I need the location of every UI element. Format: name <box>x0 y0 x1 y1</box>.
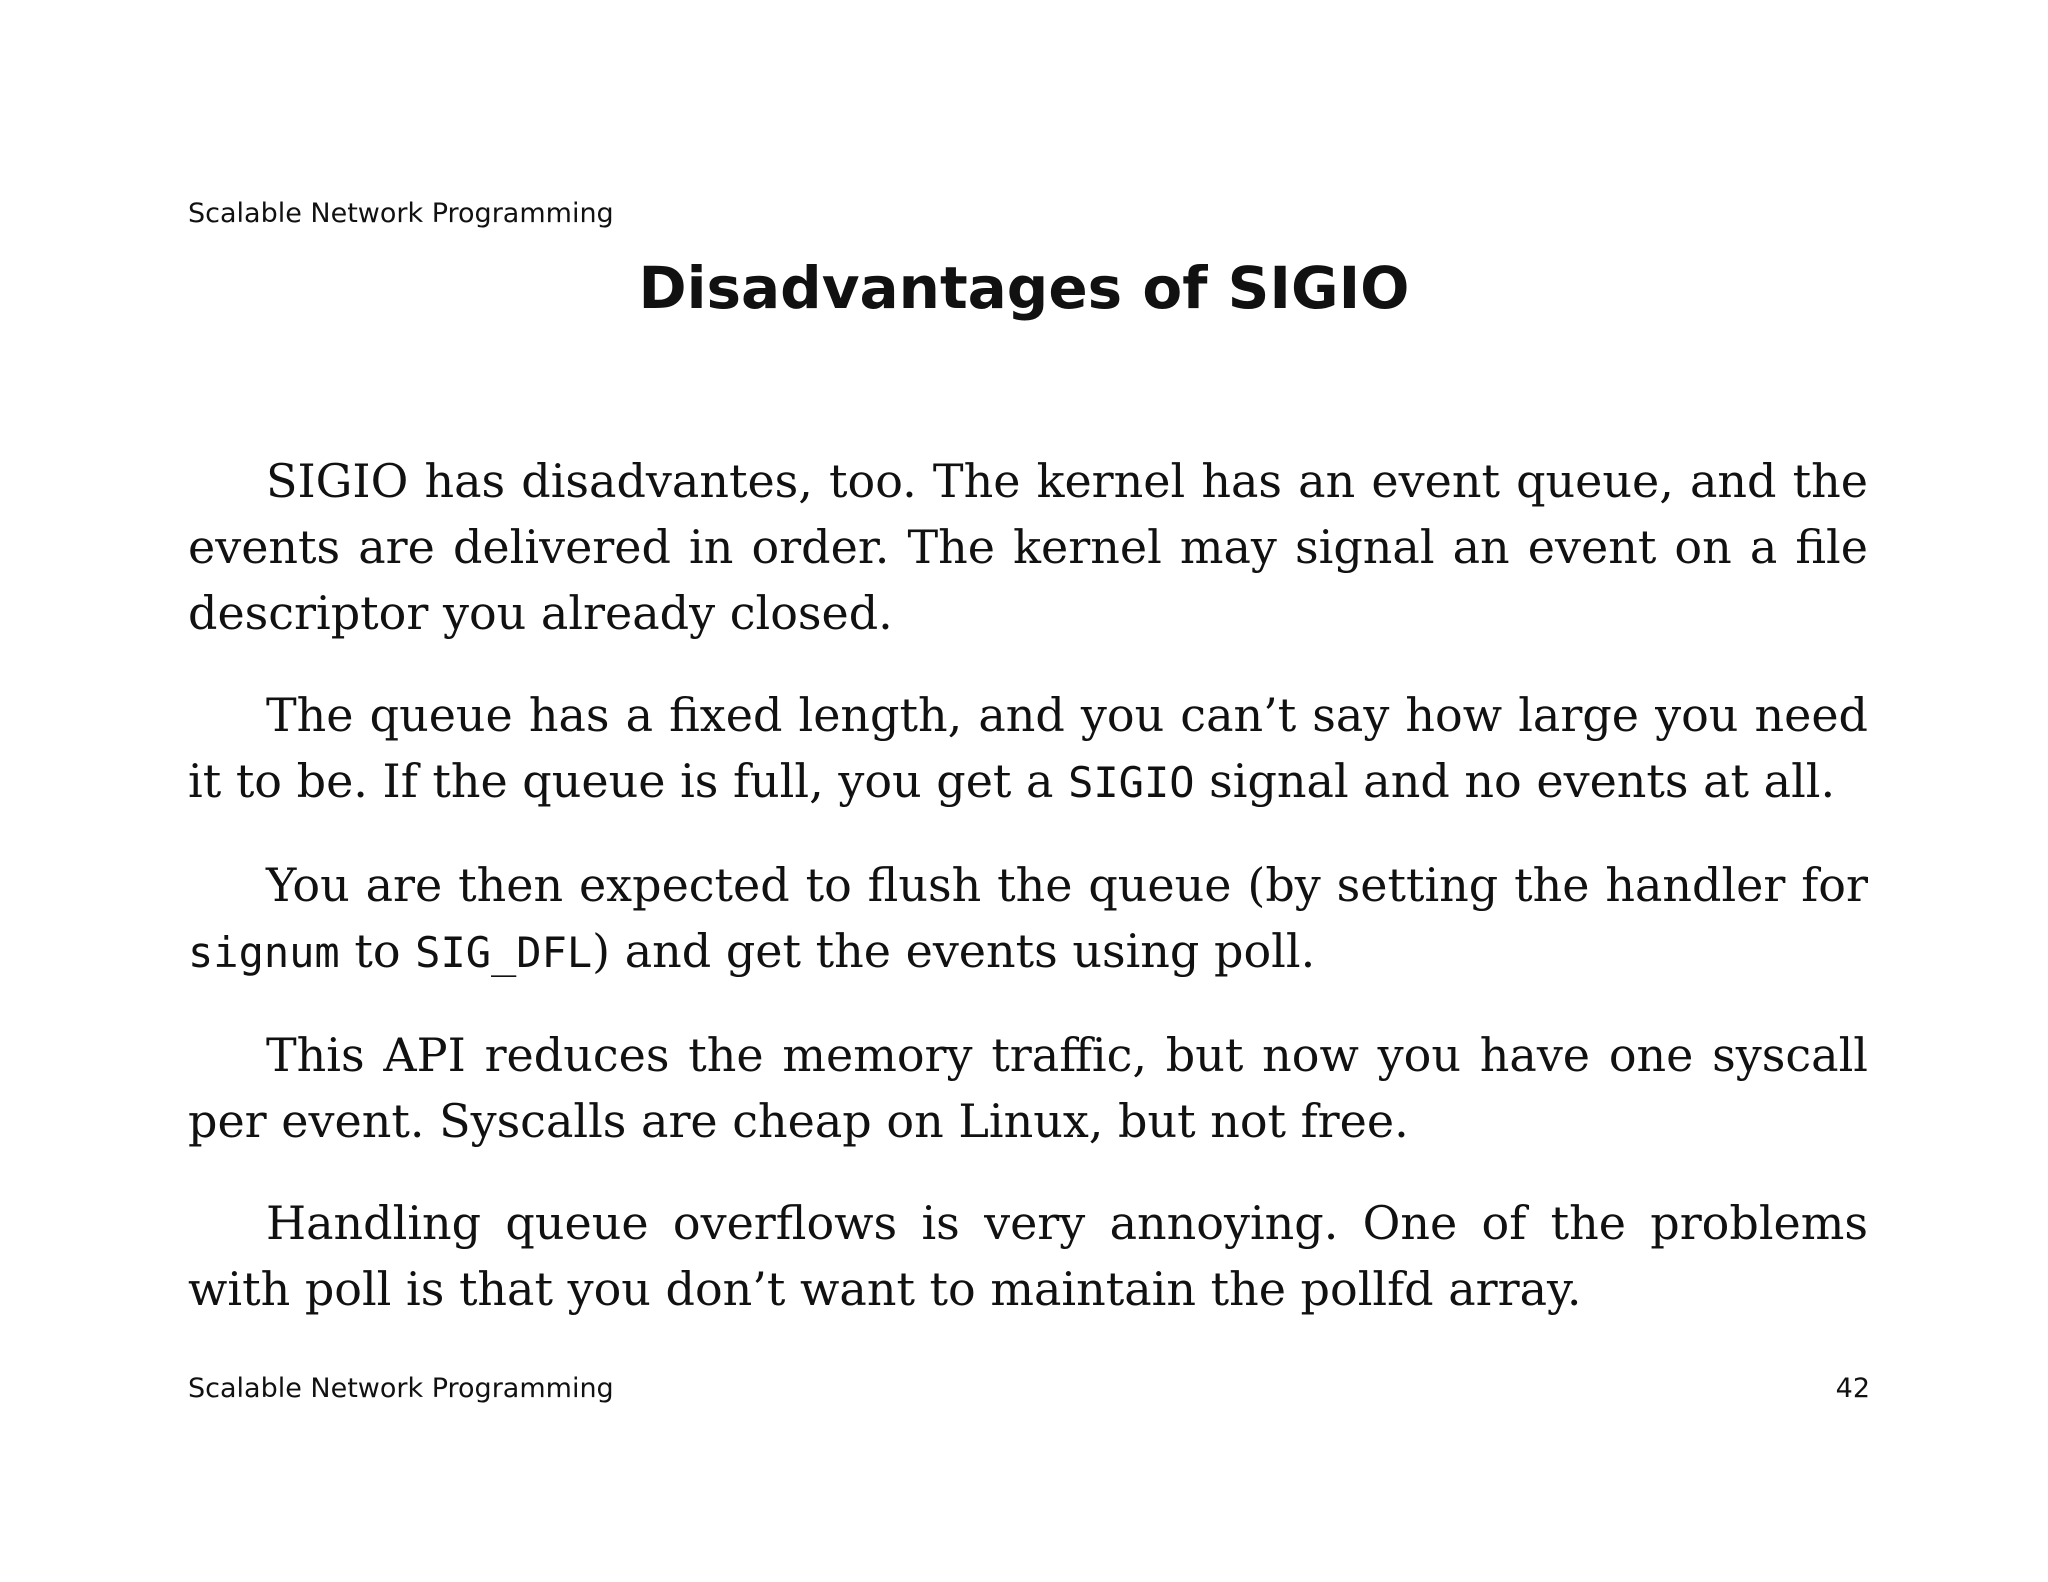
page-title: Disadvantages of SIGIO <box>638 254 1410 322</box>
code-sig-dfl: SIG_DFL <box>415 928 593 977</box>
running-footer: Scalable Network Programming <box>188 1373 614 1404</box>
code-sigio: SIGIO <box>1068 758 1195 807</box>
paragraph-3-text-b: to <box>339 924 416 978</box>
paragraph-2-text-a: The queue has a fixed length, and you can’t say how large you need it to be. If the queue is full, you get a <box>188 688 1868 808</box>
paragraph-4-text: This API reduces the memory traffic, but now you have one syscall per event. Syscalls are cheap on Linux, but not free. <box>188 1028 1868 1148</box>
paragraph-3-text-c: ) and get the events using poll. <box>592 924 1316 978</box>
paragraph-3-text-a: You are then expected to flush the queue (by setting the handler for <box>266 858 1868 912</box>
page-number: 42 <box>1835 1373 1870 1404</box>
paragraph-1-text: SIGIO has disadvantes, too. The kernel has an event queue, and the events are delivered in order. The kernel may signal an event on a file descriptor you already closed. <box>188 454 1868 640</box>
code-signum: signum <box>188 928 340 977</box>
paragraph-2 <box>188 682 1868 816</box>
paragraph-3 <box>188 852 1868 986</box>
body-text <box>188 448 1868 1358</box>
running-header: Scalable Network Programming <box>188 198 614 229</box>
paragraph-2-text-b: signal and no events at all. <box>1194 754 1836 808</box>
paragraph-5-text: Handling queue overflows is very annoying. One of the problems with poll is that you don’t want to maintain the pollfd array. <box>188 1196 1868 1316</box>
paragraph-1 <box>188 448 1868 646</box>
paragraph-4 <box>188 1022 1868 1154</box>
paragraph-5 <box>188 1190 1868 1322</box>
